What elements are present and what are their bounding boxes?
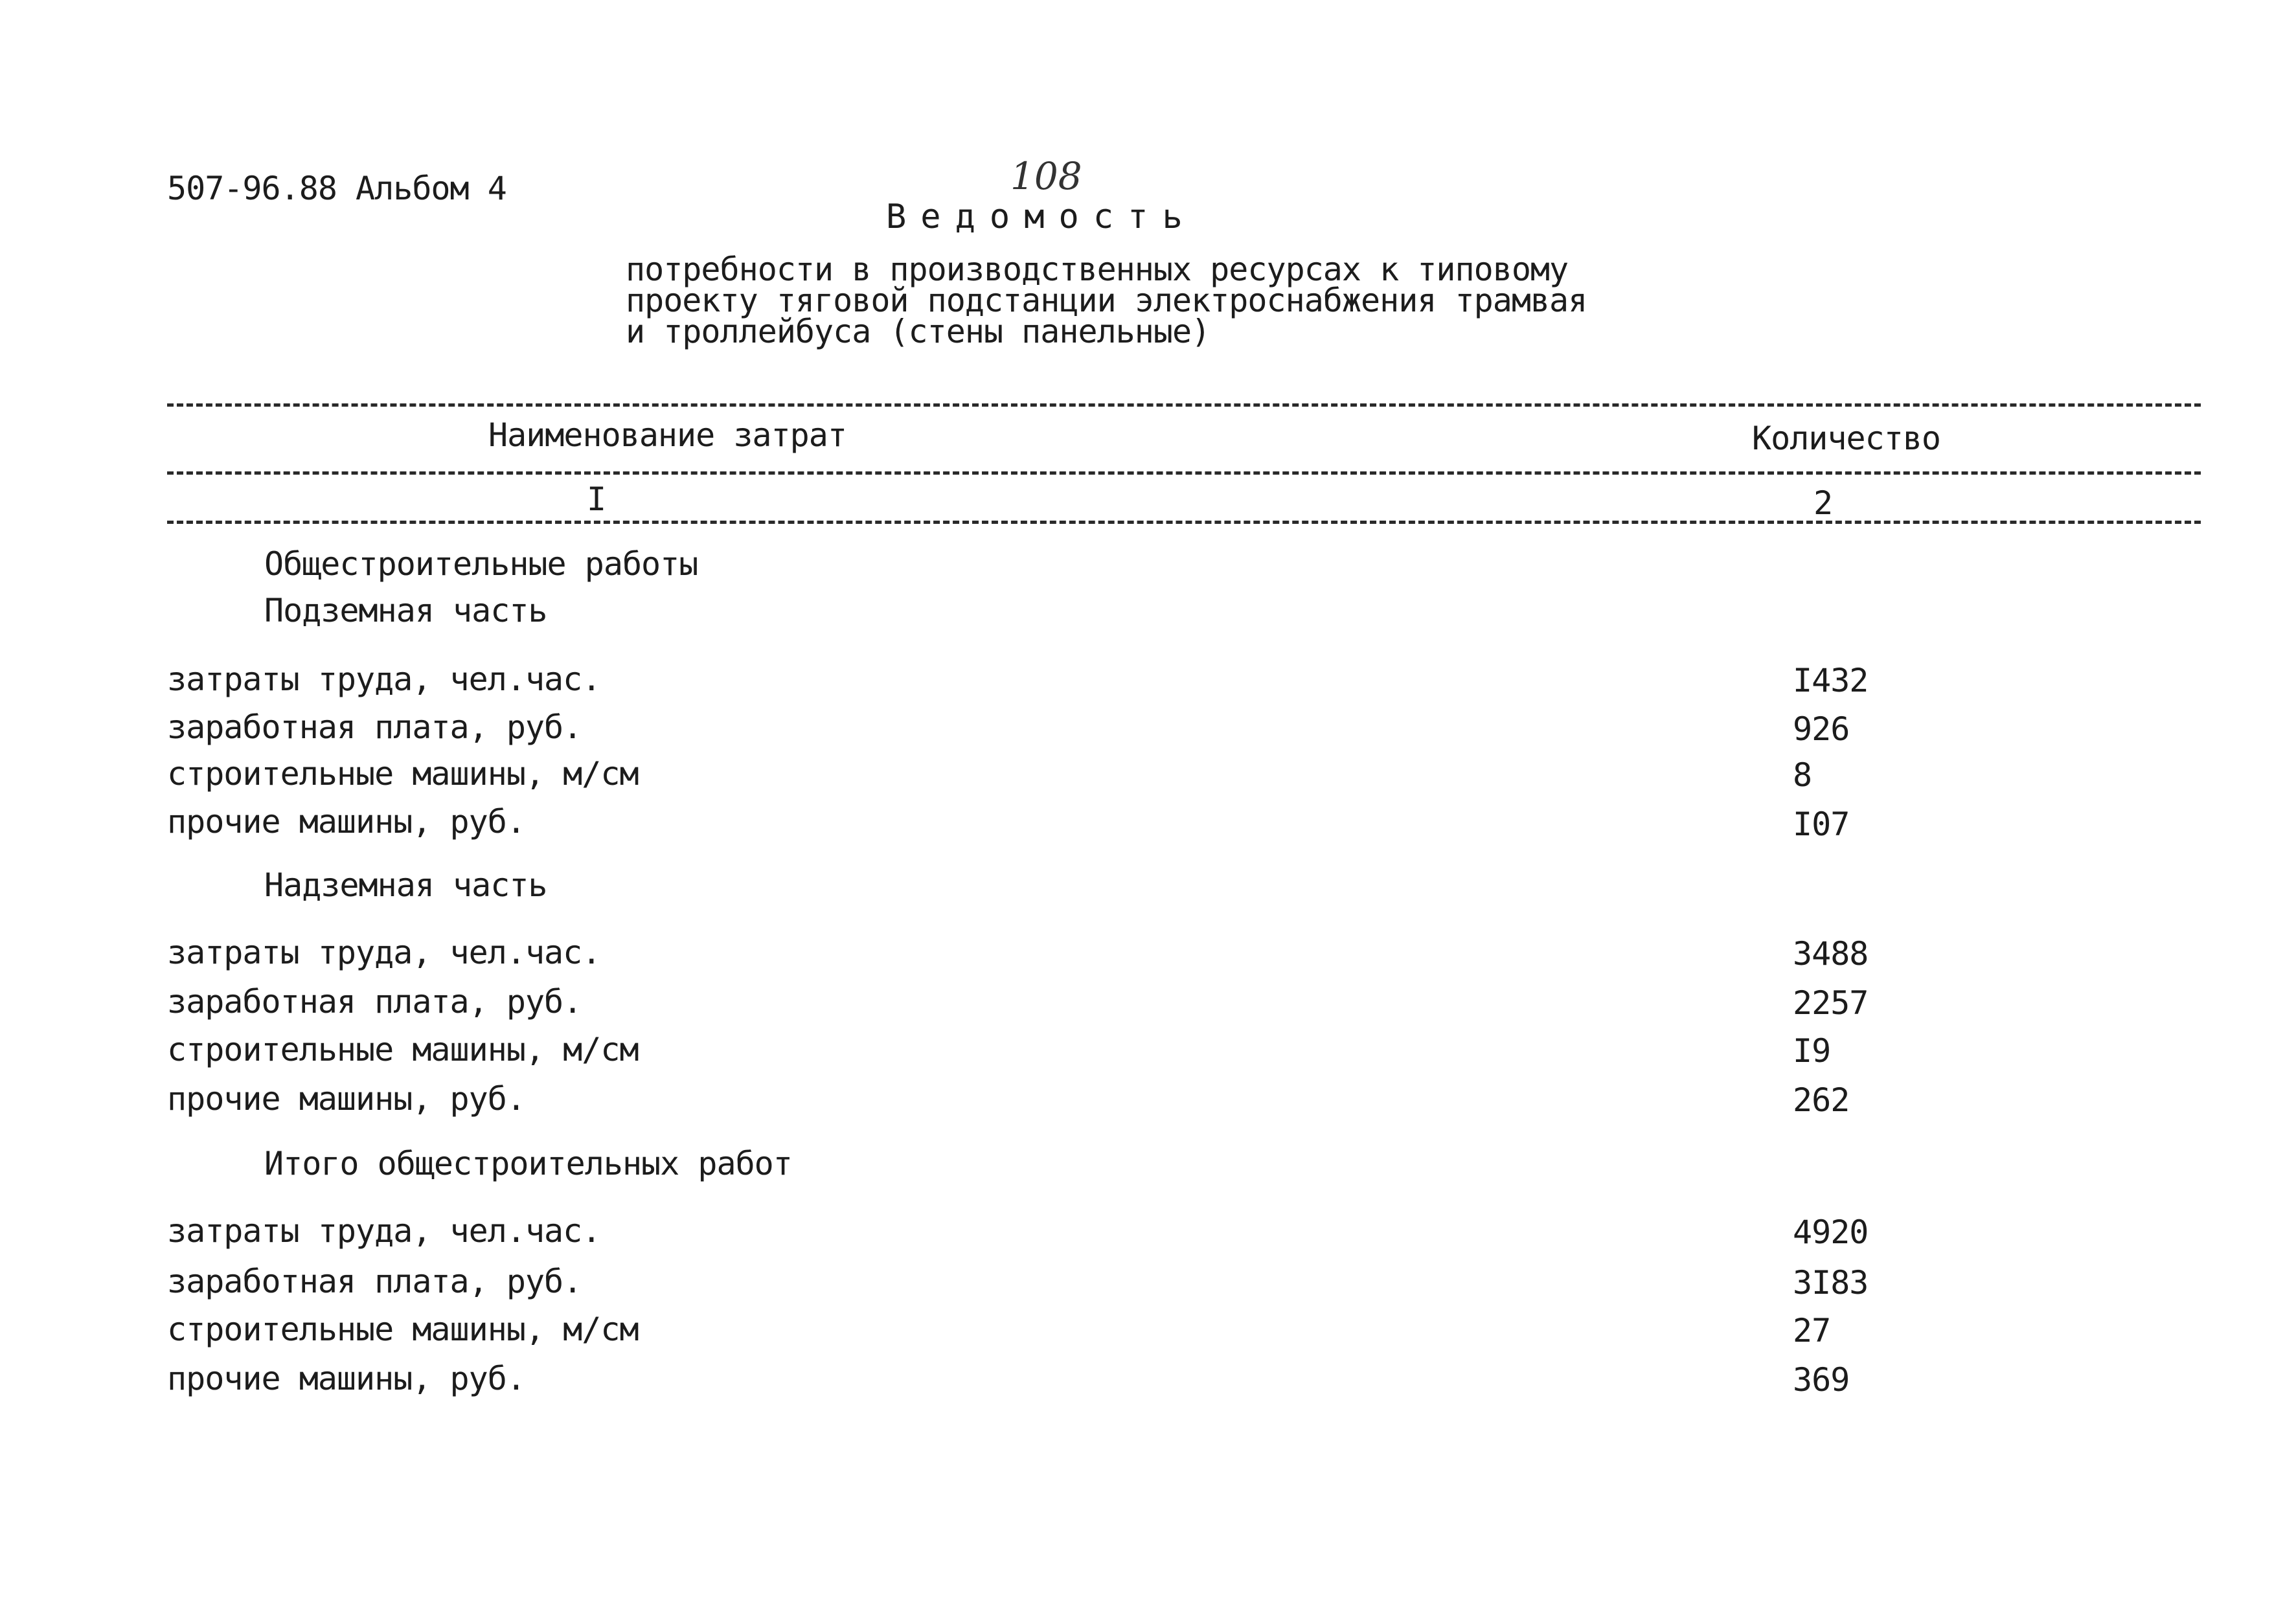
row-label: заработная плата, руб. [167,983,582,1021]
row-label: заработная плата, руб. [167,708,582,746]
subtitle-line: проекту тяговой подстанции электроснабжения трамвая [626,282,1587,319]
row-value: I9 [1793,1032,1831,1070]
page-number: 108 [1010,154,1082,198]
subtitle-line: и троллейбуса (стены панельные) [626,313,1211,350]
table-numbers-rule [167,521,2201,524]
column-header-name: Наименование затрат [488,416,847,454]
row-label: строительные машины, м/см [167,1031,639,1068]
document-subtitle [626,251,1587,350]
row-label: прочие машины, руб. [167,803,525,840]
column-header-quantity: Количество [1752,420,1941,457]
row-value: 8 [1793,756,1812,794]
row-value: I07 [1793,806,1850,843]
document-title: Ведомость [886,197,1197,236]
section-subtitle: Подземная часть [264,592,547,629]
row-value: I432 [1793,662,1869,699]
row-value: 2257 [1793,984,1869,1022]
table-header-rule [167,471,2201,475]
column-number-name: I [587,480,607,518]
row-value: 27 [1793,1312,1831,1349]
row-label: затраты труда, чел.час. [167,1212,601,1250]
column-number-quantity: 2 [1813,484,1834,522]
document-code: 507-96.88 Альбом 4 [167,170,506,207]
row-label: заработная плата, руб. [167,1263,582,1300]
table-top-rule [167,403,2201,407]
section-title: Общестроительные работы [264,545,698,583]
section-title: Итого общестроительных работ [264,1145,792,1182]
row-value: 3I83 [1793,1264,1869,1302]
row-label: строительные машины, м/см [167,755,639,793]
row-label: затраты труда, чел.час. [167,660,601,698]
row-label: затраты труда, чел.час. [167,934,601,971]
row-value: 262 [1793,1081,1850,1119]
row-value: 926 [1793,710,1850,748]
row-label: прочие машины, руб. [167,1360,525,1397]
row-label: прочие машины, руб. [167,1080,525,1118]
row-label: строительные машины, м/см [167,1311,639,1348]
row-value: 3488 [1793,935,1869,973]
row-value: 369 [1793,1361,1850,1399]
section-title: Надземная часть [264,866,547,904]
subtitle-line: потребности в производственных ресурсах к типовому [626,251,1569,288]
row-value: 4920 [1793,1213,1869,1251]
